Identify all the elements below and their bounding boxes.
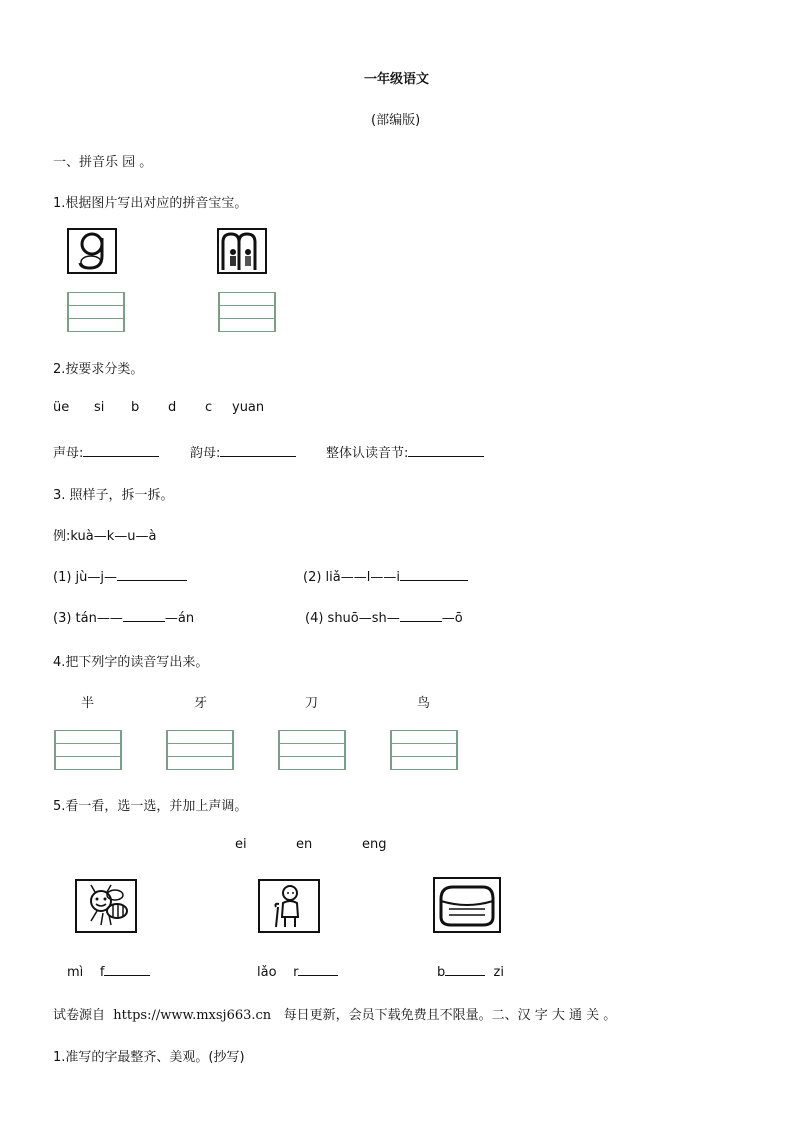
question-5: 5.看一看，选一选，并加上声调。 — [53, 799, 248, 814]
character: 刀 — [305, 696, 319, 711]
split-item-4-text-b: —ō — [441, 611, 463, 626]
answer-bee-blank[interactable] — [104, 962, 150, 976]
answer-quilt-text-a: b — [437, 965, 446, 980]
split-item-3 — [53, 608, 194, 626]
answer-old-man-blank[interactable] — [298, 962, 338, 976]
split-item-3-blank[interactable] — [123, 608, 165, 622]
initials-blank[interactable] — [83, 443, 159, 457]
split-item-4 — [305, 608, 463, 626]
pinyin-item: yuan — [232, 400, 265, 415]
pinyin-item: si — [94, 400, 105, 415]
old-man-picture — [258, 879, 320, 933]
pinyin-item: b — [131, 400, 140, 415]
initials-row — [53, 442, 159, 461]
page-title: 一年级语文 — [364, 72, 430, 87]
split-item-2-blank[interactable] — [400, 567, 468, 581]
pinyin-writing-grid[interactable] — [390, 730, 458, 770]
answer-quilt-blank[interactable] — [445, 962, 485, 976]
finals-label: 韵母: — [190, 446, 221, 461]
split-item-2-text: (2) liǎ——l——i — [303, 570, 400, 585]
split-item-2 — [303, 567, 468, 585]
source-line — [53, 1004, 616, 1023]
answer-old-man-text-b: r — [293, 965, 299, 980]
section-2-heading: 二、汉 字 大 通 关 。 — [491, 1008, 617, 1023]
pinyin-item: c — [205, 400, 213, 415]
split-item-4-blank[interactable] — [400, 608, 442, 622]
letter-g-picture — [67, 228, 117, 274]
split-item-1-blank[interactable] — [117, 567, 187, 581]
question-4: 4.把下列字的读音写出来。 — [53, 655, 209, 670]
pinyin-writing-grid[interactable] — [218, 292, 276, 332]
old-man-icon — [260, 881, 318, 931]
finals-blank[interactable] — [220, 443, 296, 457]
option-en: en — [296, 837, 313, 852]
letter-m-picture — [217, 228, 267, 274]
answer-bee-text-a: mì — [67, 965, 84, 980]
answer-quilt — [437, 962, 504, 980]
answer-quilt-text-b: zi — [493, 965, 504, 980]
character: 牙 — [194, 696, 208, 711]
source-label: 试卷源自 — [53, 1008, 106, 1023]
source-url[interactable]: https://www.mxsj663.cn — [113, 1008, 272, 1023]
page-subtitle: (部编版) — [371, 113, 421, 128]
option-eng: eng — [362, 837, 387, 852]
question-6: 1.准写的字最整齐、美观。(抄写) — [53, 1050, 245, 1065]
pinyin-writing-grid[interactable] — [166, 730, 234, 770]
pinyin-writing-grid[interactable] — [67, 292, 125, 332]
answer-bee-text-b: f — [99, 965, 105, 980]
letter-m-icon — [219, 230, 265, 272]
answer-old-man — [257, 962, 338, 980]
split-item-1-text: (1) jù—j— — [53, 570, 118, 585]
split-item-3-text-a: (3) tán—— — [53, 611, 123, 626]
initials-label: 声母: — [53, 446, 84, 461]
option-ei: ei — [235, 837, 247, 852]
question-1: 1.根据图片写出对应的拼音宝宝。 — [53, 196, 248, 211]
letter-g-icon — [69, 230, 115, 272]
section-heading: 一、拼音乐 园 。 — [53, 155, 153, 170]
question-3: 3. 照样子，拆一拆。 — [53, 488, 174, 503]
bee-picture — [75, 879, 137, 933]
quilt-picture — [433, 877, 501, 933]
whole-syllable-row — [326, 442, 484, 461]
example-text: 例:kuà—k—u—à — [53, 529, 157, 544]
pinyin-writing-grid[interactable] — [278, 730, 346, 770]
answer-old-man-text-a: lǎo — [257, 965, 277, 980]
answer-bee — [67, 962, 150, 980]
split-item-1 — [53, 567, 187, 585]
split-item-3-text-b: —án — [164, 611, 195, 626]
bee-icon — [77, 881, 135, 931]
character: 鸟 — [417, 696, 431, 711]
whole-syllable-label: 整体认读音节: — [326, 446, 409, 461]
whole-syllable-blank[interactable] — [408, 443, 484, 457]
source-note: 每日更新，会员下载免费且不限量。 — [283, 1008, 492, 1023]
question-2: 2.按要求分类。 — [53, 362, 144, 377]
finals-row — [190, 442, 296, 461]
pinyin-item: üe — [53, 400, 70, 415]
character: 半 — [81, 696, 95, 711]
pinyin-writing-grid[interactable] — [54, 730, 122, 770]
pinyin-item: d — [168, 400, 177, 415]
split-item-4-text-a: (4) shuō—sh— — [305, 611, 400, 626]
quilt-icon — [435, 879, 499, 931]
